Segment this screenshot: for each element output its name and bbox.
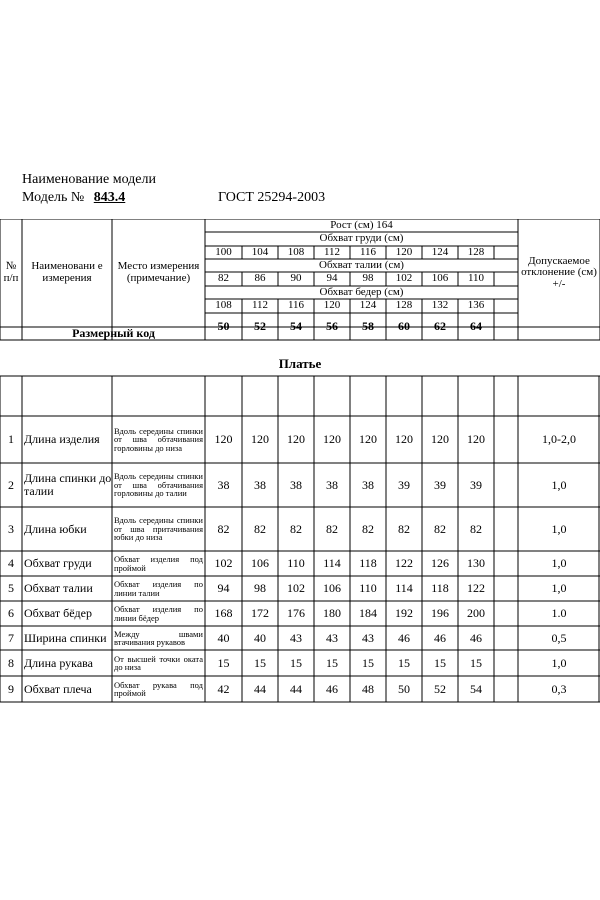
row-value: 38: [290, 477, 302, 492]
row-value: 120: [214, 432, 233, 447]
row-value: 38: [254, 477, 266, 492]
row-name: Обхват бёдер: [24, 606, 92, 621]
row-tolerance: 1,0: [551, 581, 567, 596]
row-note: Вдоль середины спинки от шва обтачивания горловины до талии: [114, 471, 203, 499]
waist-size-value: 82: [218, 272, 229, 285]
row-tolerance: 1,0: [551, 521, 567, 536]
row-note: Обхват изделия по линии талии: [114, 579, 203, 598]
model-number-line: [22, 190, 125, 206]
row-number: 3: [8, 521, 14, 536]
row-value: 82: [326, 521, 338, 536]
row-value: 44: [254, 681, 266, 696]
row-name: Ширина спинки: [24, 630, 107, 645]
size-code-value: 50: [217, 319, 230, 334]
row-value: 106: [323, 581, 341, 596]
row-name: Длина юбки: [24, 521, 87, 536]
row-value: 110: [287, 556, 305, 571]
row-tolerance: 1,0: [551, 655, 567, 670]
row-name: Обхват плеча: [24, 681, 92, 696]
row-value: 176: [287, 606, 305, 621]
row-value: 196: [431, 606, 449, 621]
row-value: 120: [359, 432, 377, 447]
row-name: Обхват талии: [24, 581, 93, 596]
chest-size-value: 128: [467, 245, 485, 258]
hips-size-value: 112: [251, 299, 269, 312]
chest-size-value: 100: [215, 245, 232, 258]
hips-size-value: 128: [395, 299, 413, 312]
row-value: 82: [398, 521, 410, 536]
hips-size-value: 124: [359, 299, 377, 312]
row-value: 122: [467, 581, 485, 596]
row-value: 102: [214, 556, 233, 571]
hips-size-value: 120: [323, 299, 341, 312]
row-value: 94: [217, 581, 230, 596]
chest-size-value: 124: [431, 245, 449, 258]
row-value: 102: [287, 581, 305, 596]
row-value: 192: [395, 606, 413, 621]
row-value: 98: [254, 581, 266, 596]
row-value: 118: [359, 556, 377, 571]
row-value: 46: [398, 630, 410, 645]
row-value: 15: [362, 655, 374, 670]
size-code-value: 62: [434, 319, 446, 334]
row-value: 106: [251, 556, 269, 571]
row-note: Обхват изделия по линии бёдер: [114, 604, 203, 623]
waist-size-value: 98: [362, 272, 374, 285]
row-tolerance: 0,3: [551, 681, 567, 696]
row-note: Между швами втачивания рукавов: [114, 628, 203, 647]
row-value: 54: [470, 681, 482, 696]
row-value: 44: [290, 681, 302, 696]
model-number-label: Модель №: [22, 190, 85, 205]
waist-size-value: 106: [431, 272, 449, 285]
hips-label: Обхват бедер (см): [319, 285, 404, 298]
row-value: 130: [467, 556, 485, 571]
row-value: 200: [467, 606, 485, 621]
row-note: Обхват рукава под проймой: [114, 679, 203, 698]
waist-size-value: 90: [290, 272, 302, 285]
row-note: Обхват изделия под проймой: [114, 554, 203, 573]
row-tolerance: 1,0: [551, 477, 567, 492]
row-value: 43: [290, 630, 302, 645]
row-value: 50: [398, 681, 410, 696]
row-note: От высшей точки оката до низа: [114, 653, 203, 672]
row-value: 46: [434, 630, 446, 645]
row-value: 39: [470, 477, 482, 492]
row-value: 118: [431, 581, 449, 596]
row-value: 120: [395, 432, 413, 447]
row-value: 82: [254, 521, 266, 536]
row-note: Вдоль середины спинки от шва притачивания юбки до низа: [114, 515, 203, 543]
chest-label: Обхват груди (см): [319, 232, 404, 245]
waist-label: Обхват талии (см): [319, 258, 404, 271]
row-value: 126: [431, 556, 449, 571]
model-number: 843.4: [93, 190, 126, 205]
row-value: 52: [434, 681, 446, 696]
row-number: 6: [8, 606, 14, 621]
row-number: 1: [8, 432, 14, 447]
row-value: 15: [254, 655, 266, 670]
row-value: 180: [323, 606, 341, 621]
row-name: Длина спинки до талии: [24, 471, 112, 498]
row-number: 5: [8, 581, 14, 596]
hips-size-value: 136: [467, 299, 485, 312]
waist-size-value: 94: [326, 272, 338, 285]
size-code-value: 64: [470, 319, 482, 334]
row-tolerance: 1.0: [551, 606, 567, 621]
chest-size-value: 112: [323, 245, 341, 258]
waist-size-value: 110: [467, 272, 485, 285]
row-value: 114: [323, 556, 341, 571]
size-code-value: 52: [254, 319, 266, 334]
row-value: 82: [290, 521, 302, 536]
row-value: 46: [470, 630, 482, 645]
row-value: 39: [398, 477, 410, 492]
place-column-header: Место измерения (примечание): [117, 260, 200, 284]
row-name: Длина изделия: [24, 432, 100, 447]
row-value: 120: [251, 432, 269, 447]
row-value: 15: [470, 655, 482, 670]
size-code-value: 58: [362, 319, 374, 334]
waist-size-value: 86: [254, 272, 266, 285]
hips-size-value: 108: [215, 299, 232, 312]
row-value: 120: [287, 432, 305, 447]
row-name: Длина рукава: [24, 655, 93, 670]
row-value: 15: [326, 655, 338, 670]
chest-size-value: 116: [359, 245, 377, 258]
row-value: 82: [470, 521, 482, 536]
row-value: 114: [395, 581, 413, 596]
chest-size-value: 108: [287, 245, 305, 258]
row-value: 82: [434, 521, 446, 536]
row-value: 120: [467, 432, 485, 447]
row-tolerance: 1,0: [551, 556, 567, 571]
row-value: 43: [326, 630, 338, 645]
hips-size-value: 116: [287, 299, 305, 312]
hips-size-value: 132: [431, 299, 449, 312]
row-note: Вдоль середины спинки от шва обтачивания горловины до низа: [114, 425, 203, 453]
row-value: 120: [431, 432, 449, 447]
row-value: 40: [254, 630, 266, 645]
tolerance-column-header: Допускаемое отклонение (см) +/-: [521, 254, 597, 290]
row-tolerance: 1,0-2,0: [542, 432, 576, 447]
row-value: 15: [434, 655, 446, 670]
row-value: 15: [217, 655, 230, 670]
row-number: 9: [8, 681, 14, 696]
row-value: 42: [217, 681, 230, 696]
row-value: 122: [395, 556, 413, 571]
row-value: 120: [323, 432, 341, 447]
row-value: 38: [362, 477, 374, 492]
row-value: 38: [217, 477, 230, 492]
chest-size-value: 120: [395, 245, 413, 258]
row-value: 43: [362, 630, 374, 645]
row-value: 82: [362, 521, 374, 536]
waist-size-value: 102: [395, 272, 413, 285]
row-value: 15: [398, 655, 410, 670]
row-value: 168: [214, 606, 233, 621]
row-value: 172: [251, 606, 269, 621]
row-value: 110: [359, 581, 377, 596]
name-column-header: Наименовани е измерения: [31, 260, 103, 284]
row-value: 40: [217, 630, 230, 645]
section-title: Платье: [278, 355, 322, 371]
row-value: 46: [326, 681, 338, 696]
model-name-label: Наименование модели: [22, 172, 156, 187]
size-code-label: Размерный код: [72, 326, 155, 341]
row-number: 4: [8, 556, 14, 571]
row-value: 48: [362, 681, 374, 696]
row-value: 39: [434, 477, 446, 492]
row-name: Обхват груди: [24, 556, 92, 571]
num-column-header: № п/п: [3, 260, 19, 284]
size-code-value: 56: [326, 319, 338, 334]
size-table: [0, 219, 600, 759]
row-number: 8: [8, 655, 14, 670]
row-number: 7: [8, 630, 14, 645]
row-value: 184: [359, 606, 377, 621]
chest-size-value: 104: [251, 245, 269, 258]
height-label: Рост (см) 164: [330, 218, 393, 231]
row-value: 15: [290, 655, 302, 670]
row-value: 38: [326, 477, 338, 492]
row-number: 2: [8, 477, 14, 492]
standard-label: ГОСТ 25294-2003: [218, 190, 326, 205]
size-code-value: 54: [290, 319, 302, 334]
row-tolerance: 0,5: [551, 630, 567, 645]
size-code-value: 60: [398, 319, 410, 334]
row-value: 82: [217, 521, 230, 536]
